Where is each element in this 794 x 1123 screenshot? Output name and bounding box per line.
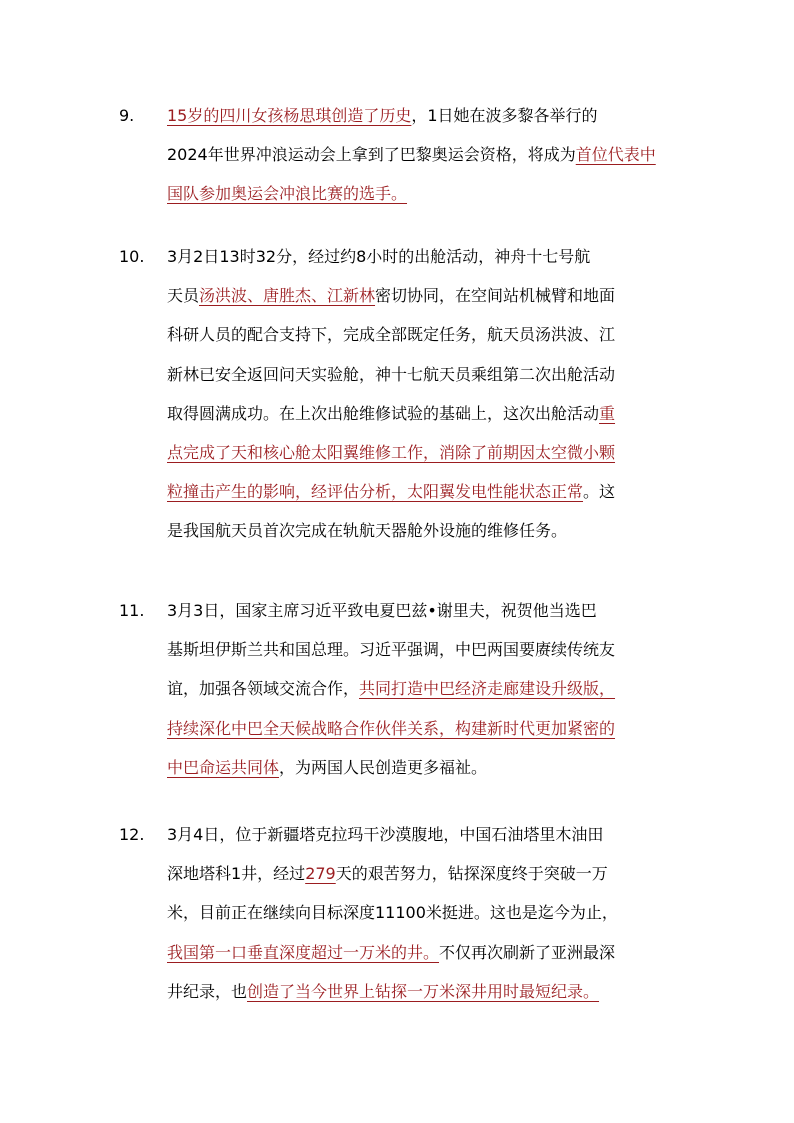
body-text: 3月2日13时32分，经过约8小时的出舱活动，神舟十七号航 (167, 247, 591, 266)
text-line (167, 972, 599, 1011)
text-line (167, 709, 615, 748)
text-line (167, 815, 603, 854)
body-text: 2024年世界冲浪运动会上拿到了巴黎奥运会资格，将成为 (167, 145, 576, 165)
highlighted-text: 重 (599, 403, 616, 423)
highlighted-text: 共同打造中巴经济走廊建设升级版， (359, 679, 616, 699)
text-line (167, 630, 615, 669)
text-line (167, 237, 590, 276)
body-text: 密切协同，在空间站机械臂和地面 (375, 286, 616, 306)
item-number: 11. (119, 601, 145, 620)
body-text: 新林已安全返回问天实验舱，神十七航天员乘组第二次出舱活动 (167, 364, 616, 384)
text-line (167, 893, 618, 932)
item-number: 12. (119, 825, 145, 844)
body-text: 谊，加强各领域交流合作， (167, 679, 360, 699)
highlighted-text: 中巴命运共同体 (167, 757, 280, 777)
body-text: 天的艰苦努力，钻探深度终于突破一万 (335, 864, 608, 884)
text-line (167, 315, 615, 354)
body-text: 。这 (583, 482, 616, 502)
text-line (167, 472, 615, 511)
highlighted-text: 首位代表中 (575, 145, 656, 165)
body-text: 基斯坦伊斯兰共和国总理。习近平强调，中巴两国要赓续传统友 (167, 640, 616, 660)
text-line (167, 591, 597, 630)
body-text: 3月3日，国家主席习近平致电夏巴兹•谢里夫，祝贺他当选巴 (167, 601, 597, 620)
highlighted-text: 15岁的四川女孩杨思琪创造了历史 (167, 106, 412, 125)
highlighted-text: 国队参加奥运会冲浪比赛的选手。 (167, 184, 408, 204)
body-text: ，为两国人民创造更多福祉。 (279, 757, 488, 777)
body-text: 井纪录，也 (167, 981, 248, 1001)
highlighted-text: 点完成了天和核心舱太阳翼维修工作，消除了前期因太空微小颗 (167, 443, 616, 462)
highlighted-text: 创造了当今世界上钻探一万米深井用时最短纪录。 (247, 981, 600, 1001)
text-line (167, 276, 615, 315)
body-text: 米，目前正在继续向目标深度11100米挺进。这也是迄今为止， (167, 903, 618, 923)
text-line (167, 748, 487, 787)
body-text: 科研人员的配合支持下，完成全部既定任务，航天员汤洪波、江 (167, 325, 616, 345)
body-text: 取得圆满成功。在上次出舱维修试验的基础上，这次出舱活动 (167, 403, 600, 423)
highlighted-text: 粒撞击产生的影响，经评估分析，太阳翼发电性能状态正常 (167, 482, 584, 502)
highlighted-text: 279 (305, 864, 336, 884)
text-line (167, 174, 407, 213)
text-line (167, 355, 615, 394)
body-text: 是我国航天员首次完成在轨航天器舱外设施的维修任务。 (167, 521, 568, 541)
text-line (167, 511, 567, 550)
highlighted-text: 持续深化中巴全天候战略合作伙伴关系，构建新时代更加紧密的 (167, 718, 616, 738)
highlighted-text: 我国第一口垂直深度超过一万米的井。 (167, 942, 440, 962)
item-number: 9. (119, 106, 135, 125)
text-line (167, 433, 615, 472)
text-line (167, 394, 615, 433)
text-line (167, 96, 598, 135)
body-text: 深地塔科1井，经过 (167, 864, 306, 884)
text-line (167, 933, 615, 972)
highlighted-text: 汤洪波、唐胜杰、江新林 (199, 286, 376, 306)
item-number: 10. (119, 247, 145, 266)
text-line (167, 135, 656, 174)
text-line (167, 854, 608, 893)
body-text: 不仅再次刷新了亚洲最深 (439, 942, 616, 962)
body-text: 3月4日，位于新疆塔克拉玛干沙漠腹地，中国石油塔里木油田 (167, 825, 604, 844)
body-text: 天员 (167, 286, 200, 306)
body-text: ，1日她在波多黎各举行的 (411, 106, 598, 125)
text-line (167, 669, 615, 708)
